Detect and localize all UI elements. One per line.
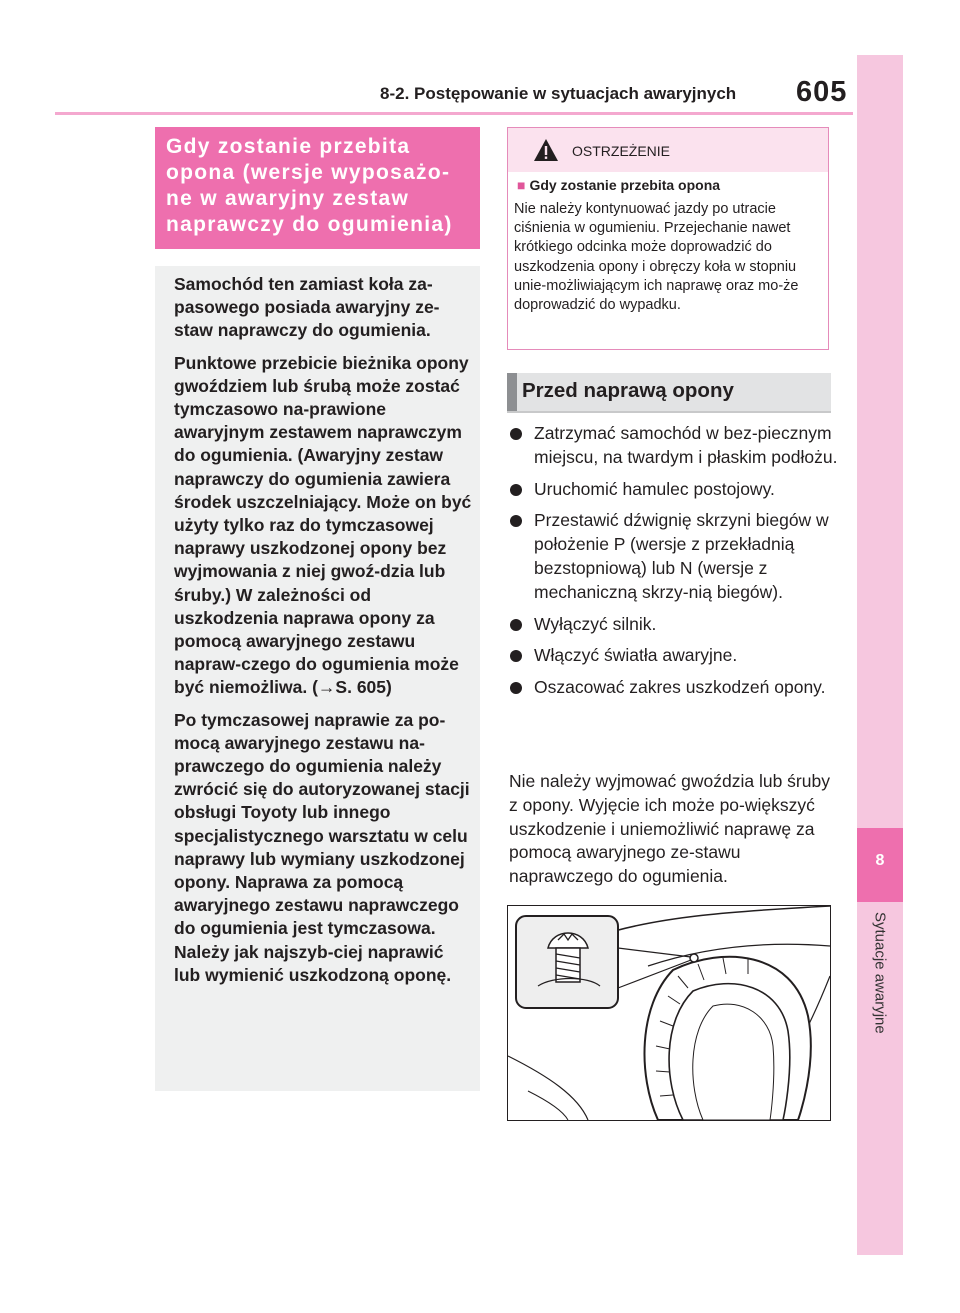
info-paragraph: Samochód ten zamiast koła za-pasowego posiada awaryjny ze-staw naprawczy do ogumienia. [174,274,440,341]
topic-heading: Gdy zostanie przebita opona (wersje wyposażo-ne w awaryjny zestaw naprawczy do ogumienia) [166,135,453,236]
section-title-bar [507,373,517,411]
warning-title: OSTRZEŻENIE [572,143,671,159]
list-item-text: Przestawić dźwignię skrzyni biegów w położenie P (wersje z przekładnią bezstopniową) lub N (wersje z mechaniczną skrzy-nią biegów). [534,510,829,602]
list-item-text: Uruchomić hamulec postojowy. [534,478,775,499]
chapter-number: 8 [875,852,885,869]
list-item-text: Wyłączyć silnik. [534,613,657,634]
info-text [174,273,474,996]
list-item [509,644,839,668]
warning-body: Nie należy kontynuować jazdy po utracie ciśnienia w ogumieniu. Przejechanie nawet krótkiego odcinka może doprowadzić do uszkodzenia opony i obręczy koła w stopniu unie-możliwiającym ich naprawę oraz mo-że doprowadzić do wypadku. [514,201,799,314]
section-heading: 8-2. Postępowanie w sytuacjach awaryjnych [380,84,737,103]
list-item-text: Oszacować zakres uszkodzeń opony. [534,677,826,698]
list-item [509,478,839,502]
list-item-text: Włączyć światła awaryjne. [534,645,738,666]
bullet-icon [510,515,522,527]
section-title: Przed naprawą opony [522,379,734,402]
list-item [509,613,839,637]
section-paragraph: Nie należy wyjmować gwoździa lub śruby z opony. Wyjęcie ich może po-większyć uszkodzenie i uniemożliwić naprawę za pomocą awaryjnego ze-stawu naprawczego do ogumienia. [509,771,830,887]
square-bullet-icon: ■ [517,177,526,193]
list-item [509,676,839,700]
header-divider [55,112,853,115]
bullet-icon [510,484,522,496]
info-paragraph: Po tymczasowej naprawie za po-mocą awaryjnego zestawu na-prawczego do ogumienia należy zwrócić się do autoryzowanej stacji obsługi Toyoty lub innego specjalistycznego warsztatu w celu naprawy lub wymiany uszkodzonej opony. Naprawa za pomocą awaryjnego zestawu naprawczego do ogumienia jest tymczasowa. Należy jak najszyb-ciej naprawić lub wymienić uszkodzoną oponę. [174,709,470,985]
steps-list [509,422,839,708]
tire-illustration [507,905,831,1121]
list-item-text: Zatrzymać samochód w bez-piecznym miejscu, na twardym i płaskim podłożu. [534,423,838,467]
chapter-label: Sytuacje awaryjne [871,912,889,1034]
bullet-icon [510,682,522,694]
info-paragraph: Punktowe przebicie bieżnika opony gwoździem lub śrubą może zostać tymczasowo na-prawione awaryjnym zestawem naprawczym do ogumienia. (Awaryjny zestaw naprawczy do ogumienia zawiera środek uszczelniający. Może on być użyty tylko raz do tymczasowej naprawy uszkodzonej opony bez wyjmowania z niej gwoź-dzia lub śruby.) W zależności od uszkodzenia naprawa opony za pomocą awaryjnego zestawu napraw-czego do ogumienia może być niemożliwa. (→S. 605) [174,352,472,698]
chapter-tab [857,55,903,1255]
bullet-icon [510,619,522,631]
tire-nail-drawing [508,906,830,1120]
bullet-icon [510,428,522,440]
warning-subtitle [517,177,720,193]
list-item [509,509,839,604]
list-item [509,422,839,470]
bullet-icon [510,650,522,662]
warning-triangle-icon [533,138,559,162]
warning-subtitle-text: Gdy zostanie przebita opona [529,177,721,193]
page-number: 605 [796,76,848,108]
